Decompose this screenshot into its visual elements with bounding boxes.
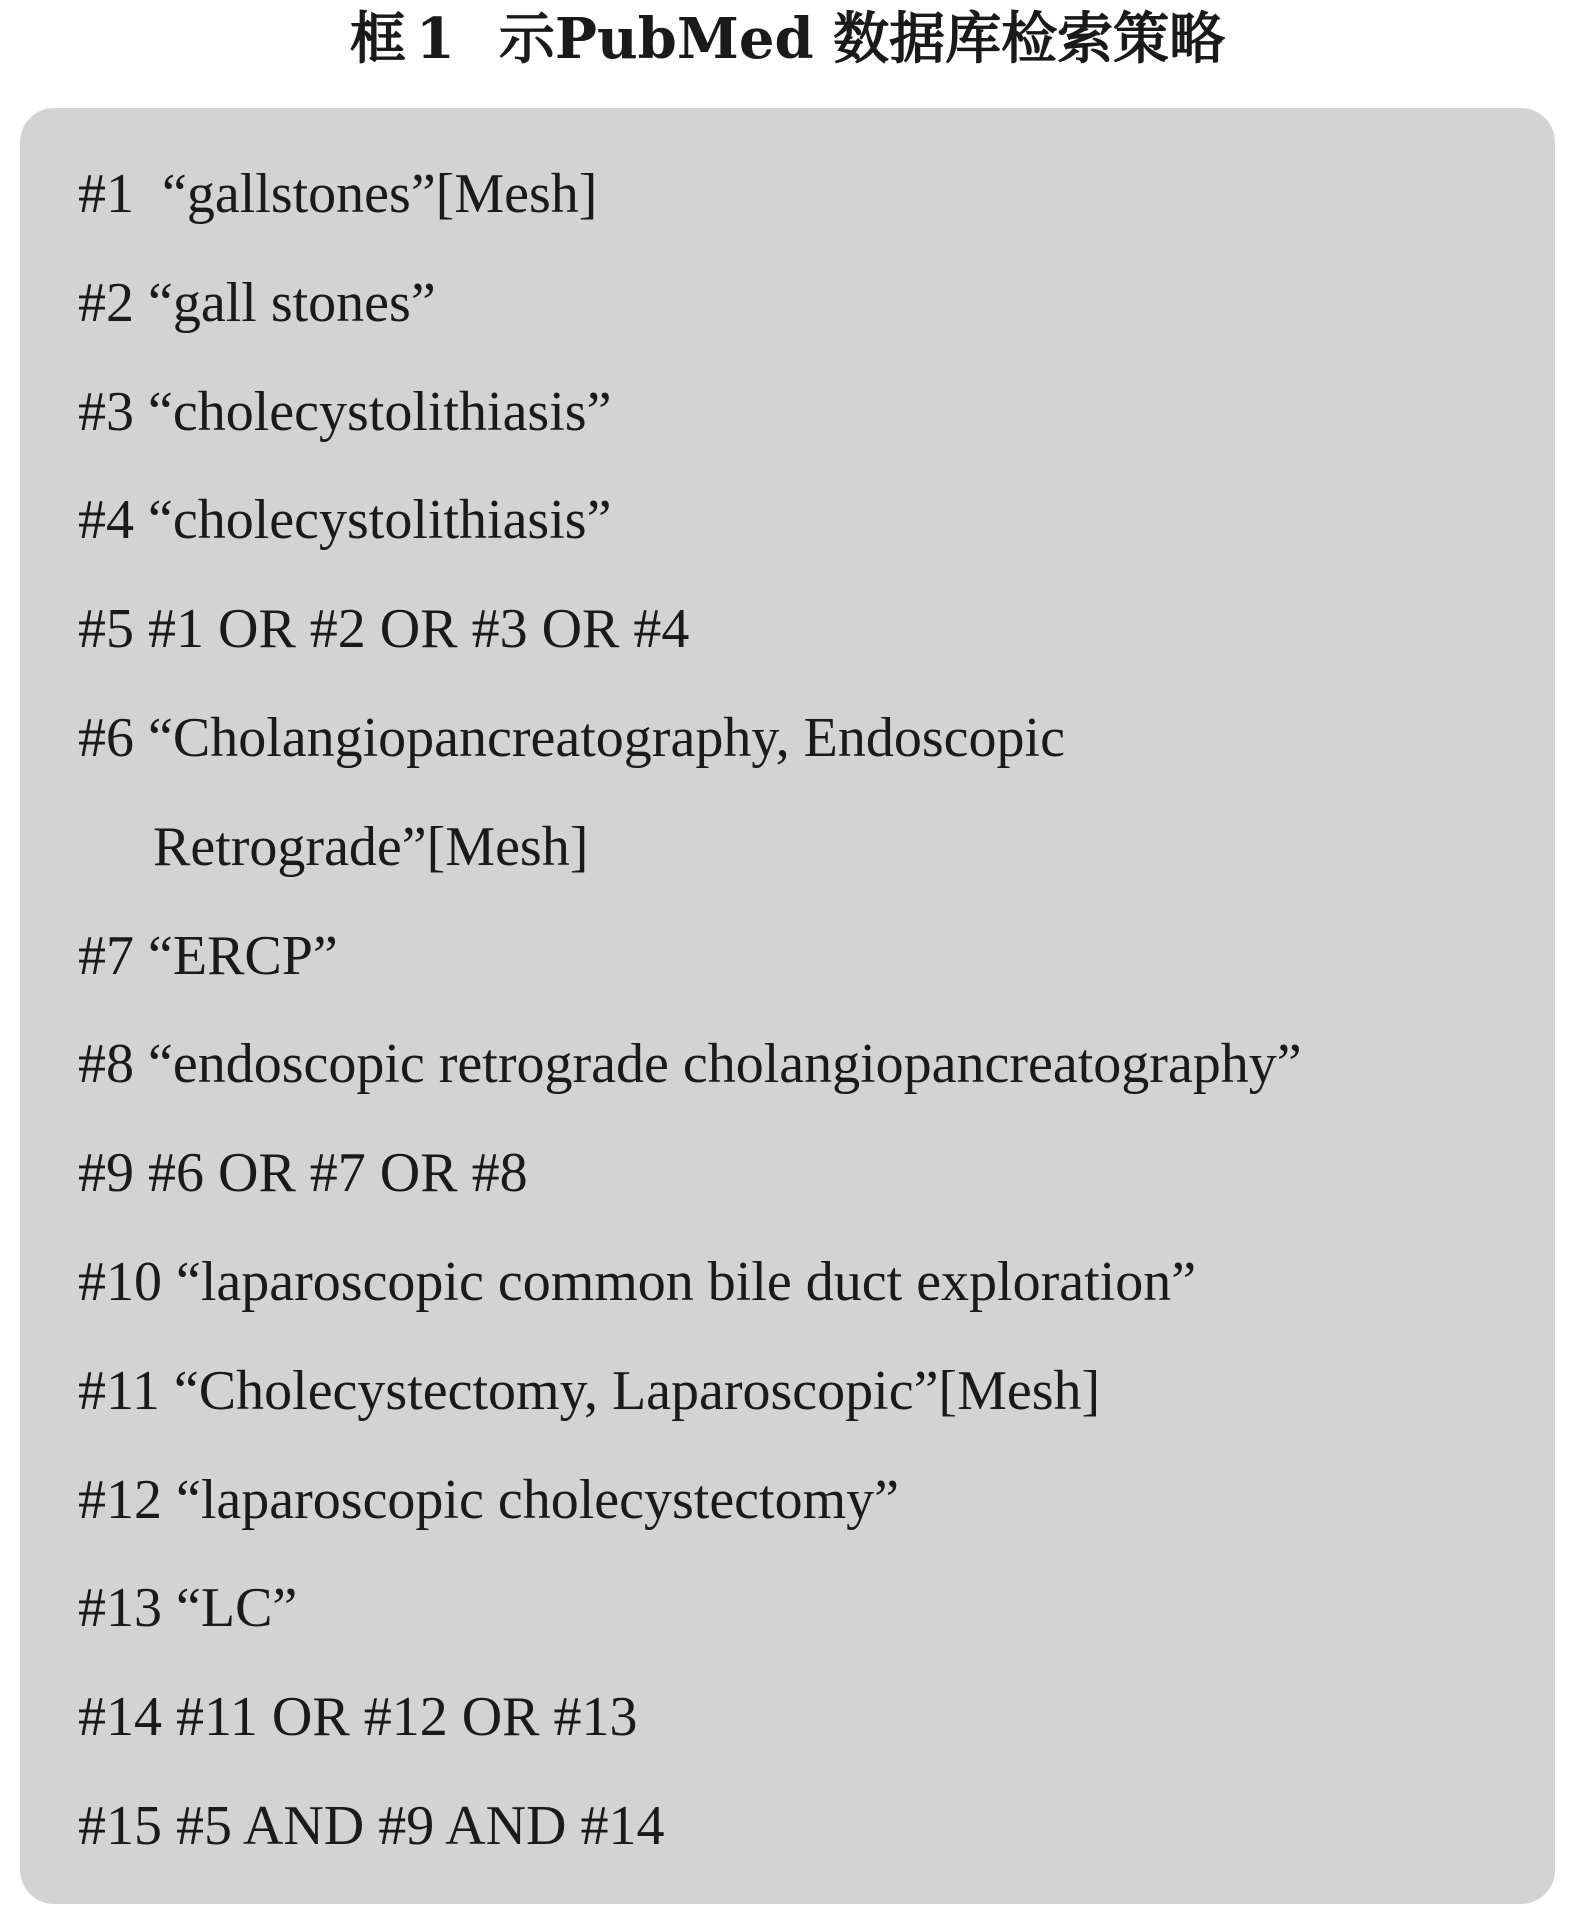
search-line-number: #7 [78, 924, 134, 987]
search-line-text: #5 AND #9 AND #14 [176, 1794, 665, 1857]
search-line-text: “cholecystolithiasis” [148, 489, 612, 552]
search-line-text: “Cholangiopancreatography, Endoscopic [148, 706, 1065, 769]
search-line [78, 140, 1515, 249]
search-line [78, 1772, 1515, 1881]
search-line-number: #15 [78, 1794, 162, 1857]
search-line [78, 1119, 1515, 1228]
search-line-number: #4 [78, 489, 134, 552]
search-line-text: “ERCP” [148, 924, 338, 987]
search-line-number: #5 [78, 598, 134, 661]
search-line [78, 1228, 1515, 1337]
search-line-number: #1 [78, 163, 134, 225]
box-title-text: 示PubMed 数据库检索策略 [498, 6, 1226, 72]
search-line-text: #1 OR #2 OR #3 OR #4 [148, 598, 690, 661]
search-line-text: “endoscopic retrograde cholangiopancreatography” [148, 1033, 1302, 1096]
box-title [0, 0, 1575, 82]
search-strategy-list [78, 140, 1515, 1881]
search-line-text: “gallstones”[Mesh] [148, 163, 598, 225]
search-line-text: “cholecystolithiasis” [148, 380, 612, 443]
search-line [78, 684, 1515, 793]
search-line-number: #6 [78, 706, 134, 769]
search-line [78, 249, 1515, 358]
search-line-text: #6 OR #7 OR #8 [148, 1142, 528, 1205]
search-line-text: Retrograde”[Mesh] [153, 815, 589, 878]
search-line-number: #11 [78, 1359, 160, 1422]
search-line [78, 1337, 1515, 1446]
search-line [78, 1663, 1515, 1772]
search-line [78, 1446, 1515, 1555]
search-line-number: #13 [78, 1577, 162, 1640]
search-line [78, 575, 1515, 684]
search-line-number: #12 [78, 1468, 162, 1531]
search-line-text: “LC” [176, 1577, 298, 1640]
box-title-label: 框 [349, 6, 406, 72]
search-line-number: #8 [78, 1033, 134, 1096]
search-line-number: #10 [78, 1250, 162, 1313]
box-title-number: 1 [415, 6, 455, 72]
search-line-text: #11 OR #12 OR #13 [176, 1686, 638, 1749]
search-line-number: #3 [78, 380, 134, 443]
search-line [78, 466, 1515, 575]
search-line-text: “laparoscopic cholecystectomy” [176, 1468, 899, 1531]
search-line [78, 1010, 1515, 1119]
search-line-number: #9 [78, 1142, 134, 1205]
search-line-text: “gall stones” [148, 271, 436, 334]
search-line [78, 902, 1515, 1011]
search-line-continuation [78, 793, 1515, 902]
search-line-text: “laparoscopic common bile duct exploration” [176, 1250, 1197, 1313]
search-line-number: #2 [78, 271, 134, 334]
search-strategy-panel [20, 108, 1555, 1904]
search-line-text: “Cholecystectomy, Laparoscopic”[Mesh] [173, 1359, 1101, 1422]
search-line [78, 358, 1515, 467]
search-line-number: #14 [78, 1686, 162, 1749]
search-line [78, 1554, 1515, 1663]
